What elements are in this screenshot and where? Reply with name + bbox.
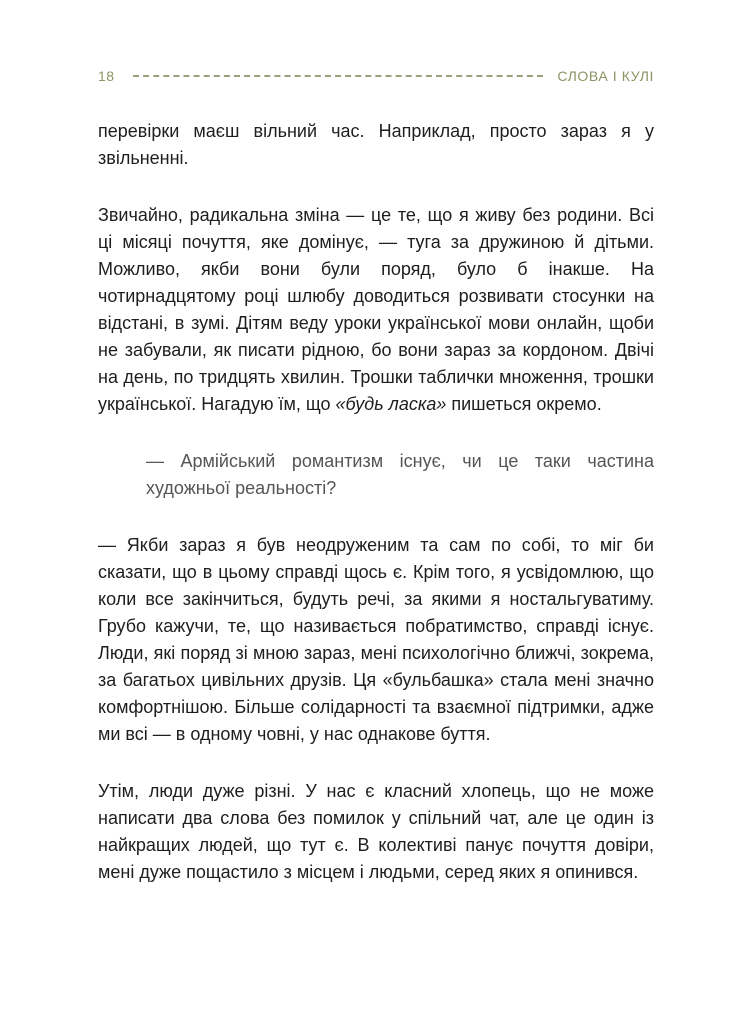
paragraph-1: перевірки маєш вільний час. Наприклад, просто зараз я у звільненні. bbox=[98, 121, 654, 168]
paragraph-3: — Якби зараз я був неодруженим та сам по собі, то міг би сказати, що в цьому справді щось є. Крім того, я усвідомлюю, що коли все закінчиться, будуть речі, за якими я ностальгуватиму. Грубо кажучи, те, що називається побратимство, справді існує. Люди, які поряд зі мною зараз, мені психологічно ближчі, зокрема, за багатьох цивільних друзів. Ця «бульбашка» стала мені значно комфортнішою. Більше солідарності та взаємної підтримки, адже ми всі — в одному човні, у нас однакове буття. bbox=[98, 535, 654, 744]
paragraph-2-end: пишеться окремо. bbox=[451, 394, 602, 414]
header-dashed-rule bbox=[133, 75, 544, 77]
page-header bbox=[98, 64, 654, 88]
page-number: 18 bbox=[98, 68, 115, 84]
body-text bbox=[98, 118, 654, 916]
emphasis-phrase: «будь ласка» bbox=[335, 394, 447, 414]
running-title: СЛОВА І КУЛІ bbox=[557, 68, 654, 84]
interview-question: — Армійський романтизм існує, чи це таки частина художньої реальності? bbox=[146, 451, 654, 498]
paragraph-2 bbox=[98, 202, 654, 418]
paragraph-4: Утім, люди дуже різні. У нас є класний хлопець, що не може написати два слова без помилок у спільний чат, але це один із найкращих людей, що тут є. В колективі панує почуття довіри, мені дуже пощастило з місцем і людьми, серед яких я опинився. bbox=[98, 781, 654, 882]
paragraph-2-text: Звичайно, радикальна зміна — це те, що я живу без родини. Всі ці місяці почуття, яке домінує, — туга за дружиною й дітьми. Можливо, якби вони були поряд, було б інакше. На чотирнадцятому році шлюбу доводиться розвивати стосунки на відстані, в зумі. Дітям веду уроки української мови онлайн, щоби не забували, як писати рідною, бо вони зараз за кордоном. Двічі на день, по тридцять хвилин. Трошки таблички множення, трошки української. Нагадую їм, що bbox=[98, 205, 654, 414]
